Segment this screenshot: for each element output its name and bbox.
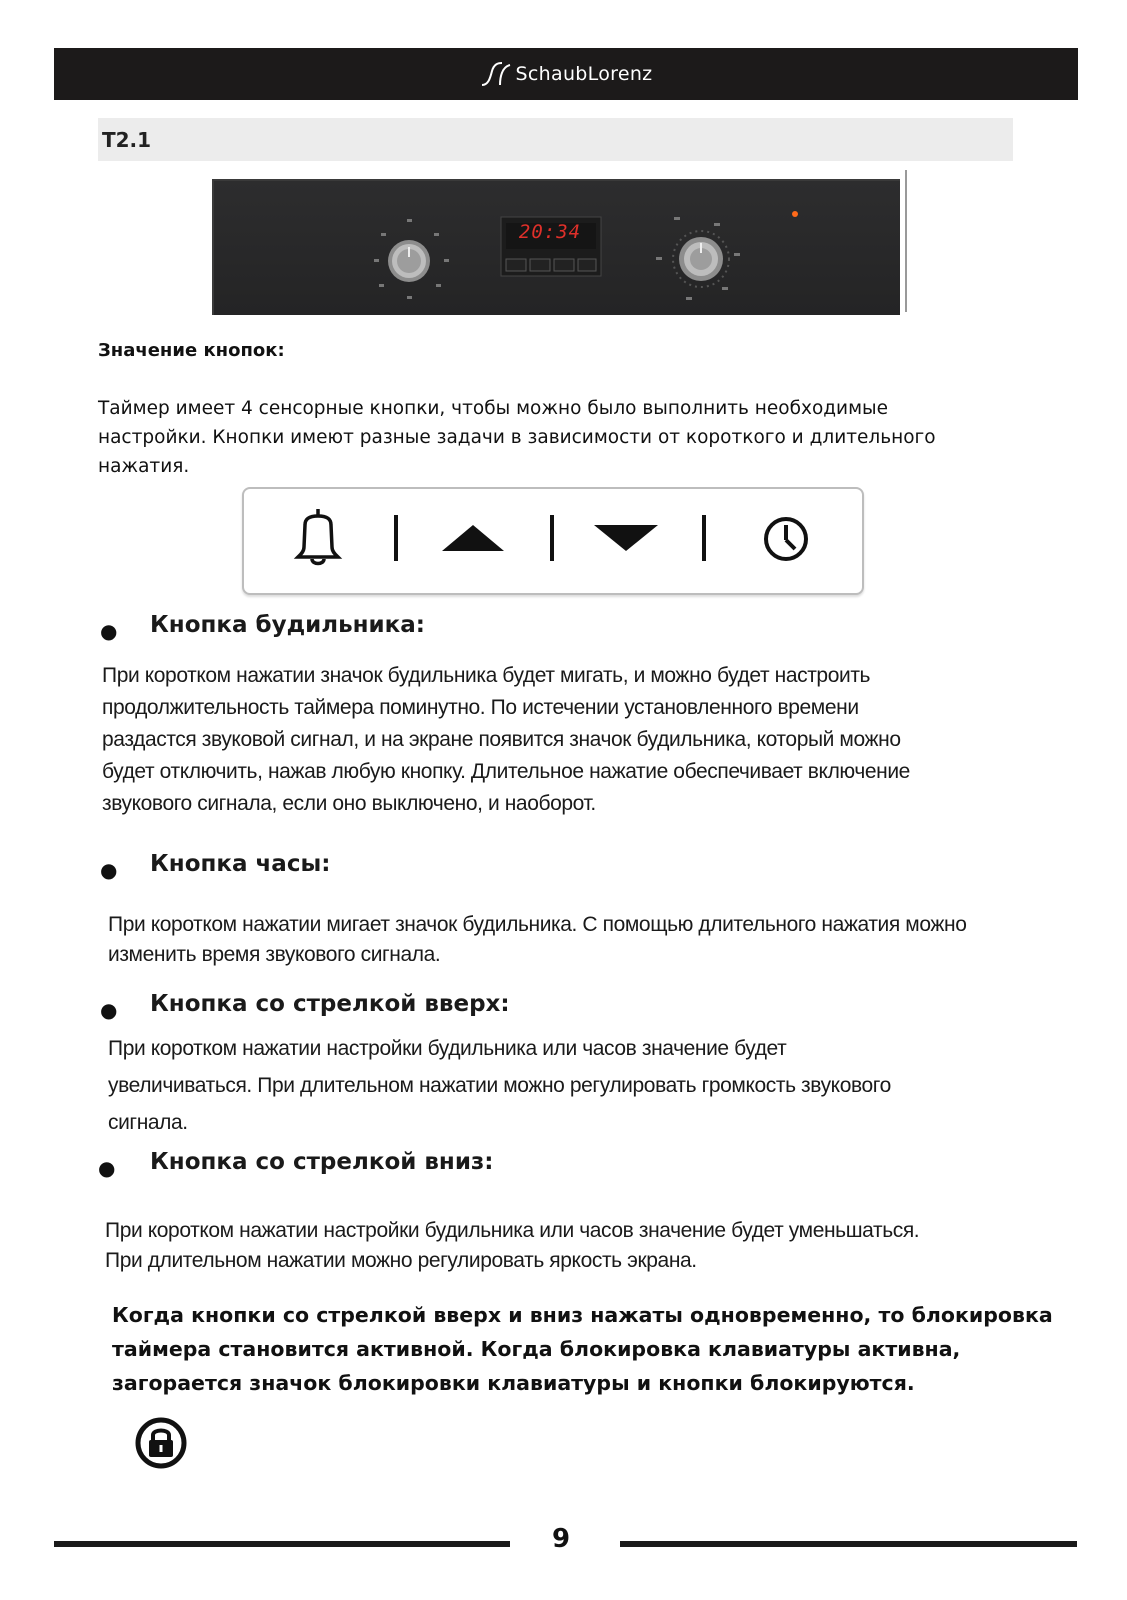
bullet-icon: ● [100,619,118,643]
clock-icon [766,519,806,559]
header-bar [54,48,1078,100]
footer-line-left [54,1541,510,1547]
keylock-icon [134,1416,188,1470]
arrow-up-icon [442,525,504,551]
bullet-icon: ● [100,858,118,882]
section-code: T2.1 [102,128,152,152]
bullet-icon: ● [98,1156,116,1180]
brand-swoosh-icon [480,61,514,87]
section-bar [98,118,1013,161]
buttons-meaning-heading: Значение кнопок: [98,340,285,361]
indicator-light-icon [792,211,798,217]
bullet-icon: ● [100,998,118,1022]
page-number: 9 [552,1524,571,1554]
arrow-down-icon [594,525,658,551]
bell-icon [298,509,338,564]
keylock-note: Когда кнопки со стрелкой вверх и вниз нажаты одновременно, то блокировка таймера становится активной. Когда блокировка клавиатуры активна, загорается значок блокировки клавиатуры и кнопки блокируются. [112,1303,1053,1395]
timer-display-time: 20:34 [518,221,582,243]
brand-logo [480,61,653,87]
up-button-text: При коротком нажатии настройки будильника или часов значение будет увеличиваться. При длительном нажатии можно регулировать громкость звукового сигнала. [108,1037,891,1134]
separator-3 [702,515,706,561]
clock-button-text: При коротком нажатии мигает значок будильника. С помощью длительного нажатия можно изменить время звукового сигнала. [108,913,967,966]
separator-2 [550,515,554,561]
down-button-text: При коротком нажатии настройки будильника или часов значение будет уменьшаться. При длительном нажатии можно регулировать яркость экрана. [105,1219,920,1272]
right-knob-icon [656,217,740,300]
alarm-button-text: При коротком нажатии значок будильника будет мигать, и можно будет настроить продолжительность таймера поминутно. По истечении установленного времени раздастся звуковой сигнал, и на экране появится значок будильника, который можно будет отключить, нажав любую кнопку. Длительное нажатие обеспечивает включение звукового сигнала, если оно выключено, и наоборот. [102,664,910,815]
buttons-meaning-paragraph: Таймер имеет 4 сенсорные кнопки, чтобы можно было выполнить необходимые настройки. Кнопки имеют разные задачи в зависимости от короткого и длительного нажатия. [98,398,936,477]
separator-1 [394,515,398,561]
left-knob-icon [374,219,449,299]
clock-button-heading: Кнопка часы: [150,851,331,877]
brand-name: SchaubLorenz [515,63,653,85]
footer-line-right [620,1541,1077,1547]
oven-control-panel [212,179,900,315]
panel-edge-line [905,170,907,312]
sensor-buttons-drawing [244,489,862,593]
panel-drawing [214,181,900,315]
sensor-buttons-strip [242,487,864,595]
up-button-heading: Кнопка со стрелкой вверх: [150,991,510,1017]
down-button-heading: Кнопка со стрелкой вниз: [150,1149,494,1175]
alarm-button-heading: Кнопка будильника: [150,612,425,638]
